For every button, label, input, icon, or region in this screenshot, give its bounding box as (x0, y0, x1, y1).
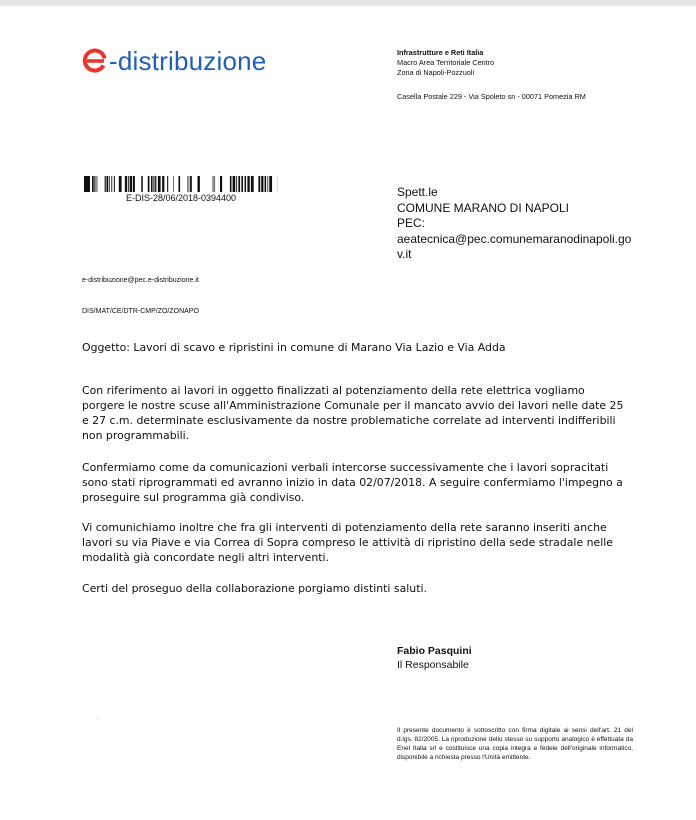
signatory-role: Il Responsabile (397, 659, 469, 671)
top-bar (0, 0, 696, 6)
paragraph-4: Certi del proseguo della collaborazione porgiamo distinti saluti. (82, 582, 427, 595)
sender-address: Casella Postale 229 - Via Spoleto sn - 00071 Pomezia RM (397, 92, 586, 101)
sender-header (397, 48, 657, 102)
logo-wordmark: -distribuzione (109, 46, 267, 76)
recipient-pec-line-1: aeatecnica@pec.comunemaranodinapoli.go (397, 231, 632, 246)
signatory-name: Fabio Pasquini (397, 645, 472, 657)
paragraph-1: Con riferimento ai lavori in oggetto finalizzati al potenziamento della rete elettrica vogliamo porgere le nostre scuse all'Amministrazione Comunale per il mancato avvio dei lavori nelle date 25 e 27 c.m. determinate esclusivamente da nostre problematiche correlate ad interventi indifferibili non programmabili. (82, 384, 624, 442)
digital-signature-note: Il presente documento è sottoscritto con firma digitale ai sensi dell'art. 21 del d.lgs. 82/2005. La riproduzione dello stesso su supporto analogico è effettuata da Enel Italia srl e costituisce una copia integra e fedele dell'originale informatico, disponibile a richiesta presso l'Unità emittente. (397, 727, 633, 761)
recipient-pec-line-2: v.it (397, 247, 412, 261)
sender-zone: Zona di Napoli-Pozzuoli (397, 68, 475, 77)
sender-email: e-distribuzione@pec.e-distribuzione.it (82, 277, 199, 284)
protocol-number: E-DIS-28/06/2018-0394400 (125, 193, 237, 203)
recipient-name: COMUNE MARANO DI NAPOLI (397, 200, 570, 215)
recipient-pec-label: PEC: (397, 216, 426, 230)
company-logo (82, 44, 266, 78)
sender-org: Infrastrutture e Reti Italia (397, 48, 484, 57)
sender-area: Macro Area Territoriale Centro (397, 58, 495, 67)
barcode-icon (84, 176, 278, 192)
recipient-block (397, 185, 637, 263)
paragraph-2: Confermiamo come da comunicazioni verbali intercorse successivamente che i lavori sopracitati sono stati riprogrammati ed avranno inizio in data 02/07/2018. A seguire confermiamo l'impegno a proseguire sul programma già condiviso. (82, 461, 623, 504)
scan-artifact (97, 718, 98, 719)
letter-subject: Oggetto: Lavori di scavo e ripristini in comune di Marano Via Lazio e Via Adda (82, 341, 506, 354)
e-logo-icon (82, 48, 108, 74)
paragraph-3: Vi comunichiamo inoltre che fra gli interventi di potenziamento della rete saranno inseriti anche lavori su via Piave e via Correa di Sopra compreso le attività di ripristino della sede stradale nelle modalità già concordate negli altri interventi. (82, 521, 613, 564)
reference-code: DIS/MAT/CE/DTR-CMP/ZO/ZONAPO (82, 308, 199, 315)
recipient-salutation: Spett.le (397, 185, 438, 199)
